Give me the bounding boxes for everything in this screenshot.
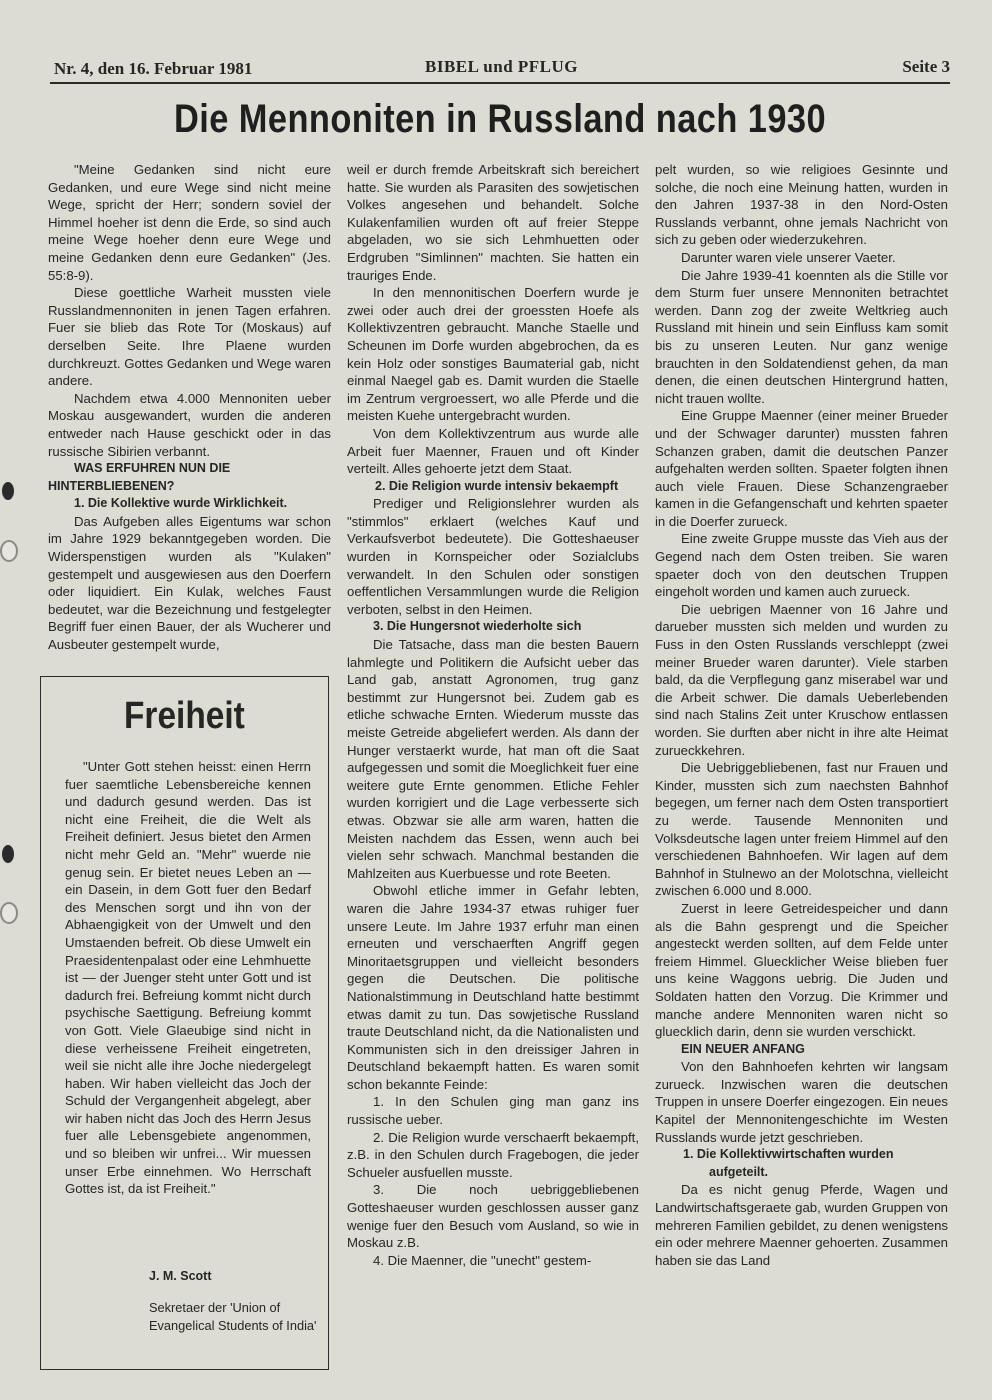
- paragraph: Das Aufgeben alles Eigentums war schon im Jahre 1929 bekanntgegeben worden. Die Widerspenstigen wurden als "Kulaken" gestempelt und ausgewiesen aus den Doerfern oder liquidiert. Ein Kulak, welches Faust bedeutet, war die Bezeichnung und festgelegter Begriff fuer einen Bauer, der als Wucherer und Ausbeuter gestempelt wurde,: [48, 513, 331, 653]
- box-body: [65, 758, 311, 1198]
- paragraph: Von dem Kollektivzentrum aus wurde alle Arbeit fuer Maenner, Frauen und oft Kinder verteilt. Alles gehoerte jetzt dem Staat.: [347, 425, 639, 477]
- punch-hole: [0, 902, 18, 924]
- subsection-heading: 1. Die Kollektivwirtschaften wurden aufgeteilt.: [683, 1147, 894, 1179]
- subsection-heading: 1. Die Kollektive wurde Wirklichkeit.: [74, 496, 288, 511]
- list-item: 4. Die Maenner, die "unecht" gestem-: [373, 1252, 592, 1268]
- paragraph: Obwohl etliche immer in Gefahr lebten, waren die Jahre 1934-37 etwas ruhiger fuer unsere Leute. Im Jahre 1937 erfuhr man einen erneuten und verschaerften Angriff gegen Minoritaetsgruppen und vielleicht besonders gegen die Deutschen. Die politische Nationalstimmung in Deutschland hatte bestimmt etwas damit zu tun. Das sowjetische Russland traute Deutschland nicht, da die Nationalisten und Kommunisten sich in den dreissiger Jahren in Deutschland bekaempft hatten. Es waren somit schon bekannte Feinde:: [347, 883, 639, 1092]
- paragraph: weil er durch fremde Arbeitskraft sich bereichert hatte. Sie wurden als Parasiten des sowjetischen Volkes angesehen und behandelt. Solche Kulakenfamilien wurden oft auf freier Steppe abgeladen, wo sie sich Lehmhuetten oder Erdgruben "Simlinnen" machten. Sie hatten ein trauriges Ende.: [347, 162, 639, 283]
- paragraph: Da es nicht genug Pferde, Wagen und Landwirtschaftsgeraete gab, wurden Gruppen von mehreren Familien gebildet, zu denen wenigstens ein oder mehrere Maenner gehoerten. Zusammen haben sie das Land: [655, 1182, 948, 1268]
- author-signature: J. M. Scott: [149, 1269, 212, 1283]
- author-affiliation: Sekretaer der 'Union of Evangelical Students of India': [149, 1300, 317, 1333]
- list-item: 1. In den Schulen ging man ganz ins russische ueber.: [347, 1094, 639, 1128]
- freiheit-sidebar-box: [40, 676, 329, 1370]
- page-header: [50, 56, 950, 84]
- section-heading: EIN NEUER ANFANG: [681, 1041, 805, 1056]
- paragraph: Die uebrigen Maenner von 16 Jahre und darueber mussten sich melden und wurden zu Fuss in den Osten Russlands verschleppt (zwei meiner Brueder waren darunter). Viele starben bald, da die Verpflegung ganz miserabel war und die Arbeit schwer. Die damals Ueberlebenden sind nach Stalins Zeit unter Kruschow entlassen worden. Sie durften aber nicht in ihre alte Heimat zurueckkehren.: [655, 601, 948, 758]
- list-item: 3. Die noch uebriggebliebenen Gotteshaeuser wurden geschlossen ausser ganz wenige fuer den Besuch vom Ausland, so wie in Moskau z.B.: [347, 1182, 639, 1251]
- subsection-heading: 2. Die Religion wurde intensiv bekaempft: [375, 478, 619, 493]
- article-headline: Die Mennoniten in Russland nach 1930: [173, 97, 827, 141]
- paragraph: Prediger und Religionslehrer wurden als "stimmlos" erklaert (welches Kauf und Verkaufsverbot bedeutete). Die Gotteshaeuser wurden in Kornspeicher oder Sozialclubs verwandelt. In den Schulen oder sonstigen oeffentlichen Versammlungen wurde die Religion verboten, selbst in den Heimen.: [347, 496, 639, 617]
- publication-name: BIBEL und PFLUG: [425, 57, 579, 76]
- list-item: 2. Die Religion wurde verschaerft bekaempft, z.B. in den Schulen durch Fragebogen, die jeder Schueler ausfuellen musste.: [347, 1129, 639, 1180]
- paragraph: Eine zweite Gruppe musste das Vieh aus der Gegend nach dem Osten treiben. Sie waren spaeter doch von den deutschen Truppen eingeholt worden und kamen auch zurueck.: [655, 531, 948, 600]
- paragraph: Darunter waren viele unserer Vaeter.: [681, 249, 896, 265]
- column-3: [655, 161, 948, 1269]
- paragraph: Die Uebriggebliebenen, fast nur Frauen und Kinder, mussten sich zum naechsten Bahnhof begegen, um ferner nach dem Osten transportiert zu werde. Tausende Mennoniten und Volksdeutsche lagen unter freiem Himmel auf den verschiedenen Bahnhoefen. Wir lagen auf dem Bahnhof in Stulnewo an der Molotschna, vielleicht zwischen 6.000 und 8.000.: [655, 760, 948, 899]
- issue-date: Nr. 4, den 16. Februar 1981: [54, 59, 253, 78]
- box-quote: "Unter Gott stehen heisst: einen Herrn fuer saemtliche Lebensbereiche kennen und dadurch gesund werden. Das ist nicht eine Freiheit, die die Welt als Freiheit definiert. Jesus bietet den Armen nicht mehr Geld an. "Mehr" wuerde nie genug sein. Er bietet neues Leben an — ein Dasein, in dem Gott fuer den Bedarf des Menschen sorgt und ihn von der Abhaengigkeit von der Umwelt und den Umstaenden befreit. Ob diese Umwelt ein Praesidentenpalast oder eine Lehmhuette ist — der Juenger steht unter Gott und ist dadurch frei. Befreiung kommt nicht durch psychische Saettigung. Befreiung kommt von Gott. Viele Glaeubige sind nicht in diese verheissene Freiheit eingetreten, weil sie nicht alle ihre Joche niedergelegt haben. Wir haben vielleicht das Joch der Schuld der Vergangenheit abgelegt, aber wir haben nicht das Joch des Herrn Jesus fuer alle Lebensgebiete angenommen, und so bleiben wir unfrei... Wir muessen unser Erbe einnehmen. Wo Herrschaft Gottes ist, da ist Freiheit.": [65, 759, 311, 1197]
- paragraph: Die Tatsache, dass man die besten Bauern lahmlegte und Politikern die Aufsicht ueber das Land gab, anstatt Agronomen, trug ganz bestimmt zur Hungersnot bei. Zudem gab es etliche schwache Ernten. Wiederum musste das meiste Getreide abgeliefert werden. Als dann der Hunger verstaerkt wurde, hat man oft die Saat aufgegessen und somit die Moeglichkeit fuer eine weitere gute Ernte genommen. Etliche Fehler wurden korrigiert und die Lage verbesserte sich etwas. Obzwar sie alle arm waren, hatten die Meisten nachdem das Essen, wenn auch bei vielen sehr schwach. Manchmal bestanden die Mahlzeiten aus Kuerbuesse und rote Beeten.: [347, 637, 639, 881]
- punch-hole: [2, 482, 14, 500]
- paragraph: Eine Gruppe Maenner (einer meiner Brueder und der Schwager darunter) mussten fahren Schanzen graben, damit die deutschen Panzer aufgehalten werden sollten. Spaeter folgten ihnen auch viele Frauen. Diese Schanzengraeber kamen in die Gefangenschaft und kehrten spaeter in die Doerfer zurueck.: [655, 408, 948, 529]
- page-number: Seite 3: [902, 57, 950, 76]
- column-1: [48, 161, 331, 654]
- punch-hole: [0, 540, 18, 562]
- subsection-heading: 3. Die Hungersnot wiederholte sich: [373, 619, 582, 634]
- column-2: [347, 161, 639, 1269]
- punch-hole: [2, 845, 14, 863]
- paragraph: Nachdem etwa 4.000 Mennoniten ueber Moskau ausgewandert, wurden die anderen entweder nach Hause geschickt oder in das russische Sibirien verbannt.: [48, 390, 331, 459]
- paragraph: Die Jahre 1939-41 koennten als die Stille vor dem Sturm fuer unsere Mennoniten betrachtet werden. Dann zog der zweite Weltkrieg auch Russland mit hinein und sein Einfluss kam somit bis zu unseren Leuten. Nur ganz wenige brauchten in den Soldatendienst gehen, da man denen, die einen deutschen Hintergrund hatten, nicht trauen wollte.: [655, 267, 948, 406]
- paragraph: Zuerst in leere Getreidespeicher und dann als die Bahn gesprengt und die Speicher angesteckt werden sollten, auf dem Felde unter freiem Himmel. Gluecklicher Weise blieben fuer uns keine Waggons uebrig. Die Juden und Soldaten hatten den Vorzug. Die Krimmer und manche andere Mennoniten waren nicht so gluecklich darin, denn sie wurden verschickt.: [655, 900, 948, 1040]
- box-title: Freiheit: [124, 695, 245, 737]
- paragraph: pelt wurden, so wie religioes Gesinnte und solche, die noch eine Meinung hatten, wurden in den Jahren 1937-38 in den Nord-Osten Russlands verbannt, ohne jemals Nachricht von sich zu geben oder wiederzukehren.: [655, 162, 948, 248]
- paragraph: Diese goettliche Warheit mussten viele Russlandmennoniten in jenen Tagen erfahren. Fuer sie blieb das Rote Tor (Moskaus) auf derselben Seite. Ihre Plaene wurden durchkreuzt. Gottes Gedanken und Wege waren andere.: [48, 285, 331, 389]
- section-heading: WAS ERFUHREN NUN DIE HINTERBLIEBENEN?: [48, 461, 231, 493]
- bible-quote: "Meine Gedanken sind nicht eure Gedanken, und eure Wege sind nicht meine Wege, spricht der Herr; sondern soviel der Himmel hoeher ist denn die Erde, so sind auch meine Wege hoeher denn eure Wege und meine Gedanken denn eure Gedanken" (Jes. 55:8-9).: [48, 162, 331, 283]
- paragraph: In den mennonitischen Doerfern wurde je zwei oder auch drei der groessten Hoefe als Kollektivzentren gebraucht. Manche Staelle und Scheunen im Dorfe wurden abgebrochen, da es kein Holz oder sonstiges Baumaterial gab, nicht einmal Naegel gab es. Damit wurden die Staelle im Zentrum vergroessert, wo alle Pferde und die meisten Kuehe untergebracht wurden.: [347, 285, 639, 424]
- paragraph: Von den Bahnhoefen kehrten wir langsam zurueck. Inzwischen waren die deutschen Truppen in unsere Doerfer eingezogen. Ein neues Kapitel der Mennonitengeschichte im Westen Russlands wurde jetzt geschrieben.: [655, 1059, 948, 1145]
